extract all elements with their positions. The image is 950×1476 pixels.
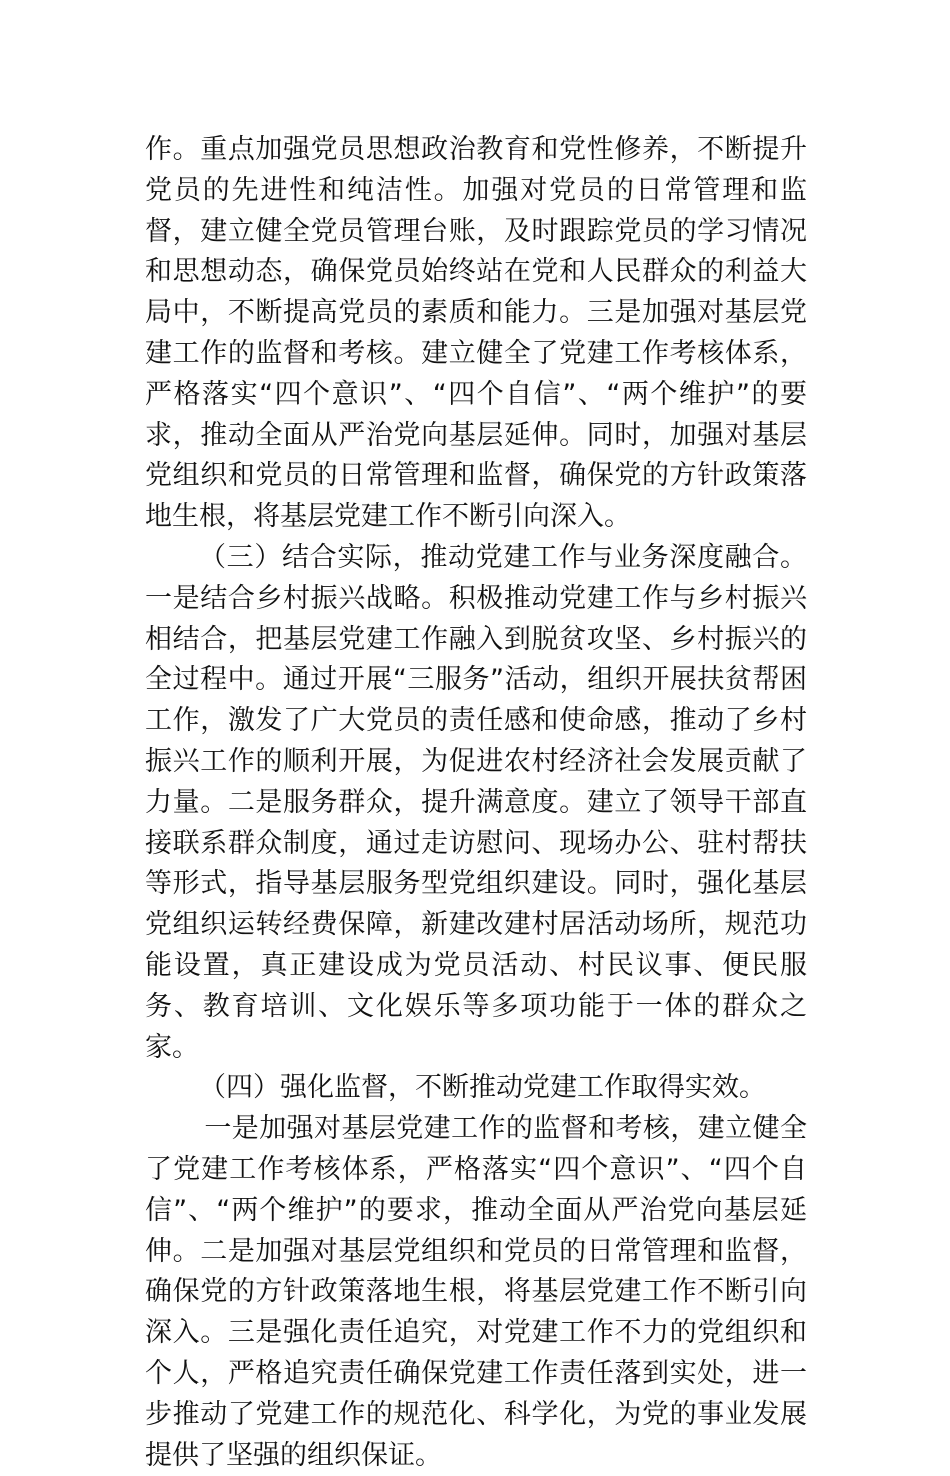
- paragraph-continuation: 作。重点加强党员思想政治教育和党性修养，不断提升党员的先进性和纯洁性。加强对党员的日常管理和监督，建立健全党员管理台账，及时跟踪党员的学习情况和思想动态，确保党员始终站在党和人民群众的利益大局中，不断提高党员的素质和能力。三是加强对基层党建工作的监督和考核。建立健全了党建工作考核体系，严格落实“四个意识”、“四个自信”、“两个维护”的要求，推动全面从严治党向基层延伸。同时，加强对基层党组织和党员的日常管理和监督，确保党的方针政策落地生根，将基层党建工作不断引向深入。: [145, 134, 807, 533]
- paragraph-section-three: （三）结合实际，推动党建工作与业务深度融合。一是结合乡村振兴战略。积极推动党建工作与乡村振兴相结合，把基层党建工作融入到脱贫攻坚、乡村振兴的全过程中。通过开展“三服务”活动，组织开展扶贫帮困工作，激发了广大党员的责任感和使命感，推动了乡村振兴工作的顺利开展，为促进农村经济社会发展贡献了力量。二是服务群众，提升满意度。建立了领导干部直接联系群众制度，通过走访慰问、现场办公、驻村帮扶等形式，指导基层服务型党组织建设。同时，强化基层党组织运转经费保障，新建改建村居活动场所，规范功能设置，真正建设成为党员活动、村民议事、便民服务、教育培训、文化娱乐等多项功能于一体的群众之家。: [145, 541, 807, 1063]
- paragraph-section-four-heading: （四）强化监督，不断推动党建工作取得实效。: [199, 1072, 766, 1104]
- document-body: [145, 130, 807, 1476]
- paragraph-section-four-body: 一是加强对基层党建工作的监督和考核，建立健全了党建工作考核体系，严格落实“四个意识”、“四个自信”、“两个维护”的要求，推动全面从严治党向基层延伸。二是加强对基层党组织和党员的日常管理和监督，确保党的方针政策落地生根，将基层党建工作不断引向深入。三是强化责任追究，对党建工作不力的党组织和个人，严格追究责任确保党建工作责任落到实处，进一步推动了党建工作的规范化、科学化，为党的事业发展提供了坚强的组织保证。: [145, 1113, 807, 1471]
